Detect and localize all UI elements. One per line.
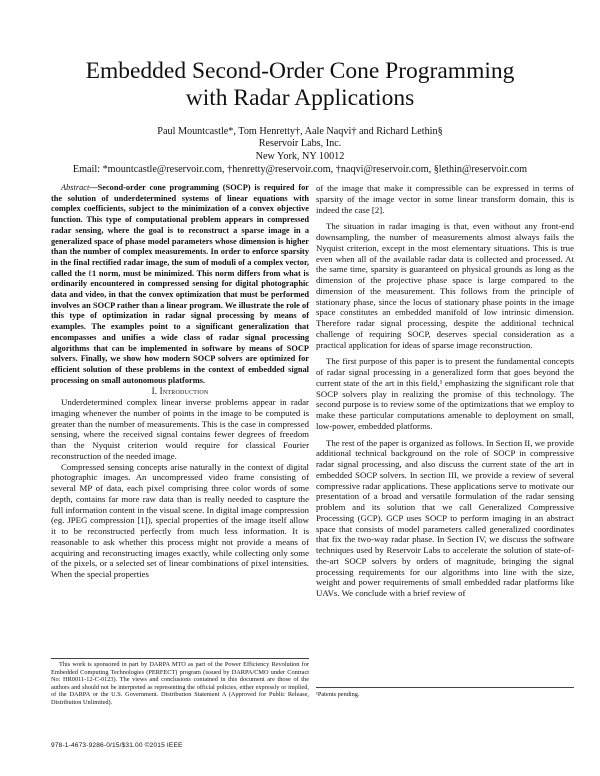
title-line-1: Embedded Second-Order Cone Programming [85,58,515,84]
copyright-line: 978-1-4673-9286-0/15/$31.00 ©2015 IEEE [51,742,183,749]
author-names: Paul Mountcastle*, Tom Henretty†, Aale Naqvi† and Richard Lethin§ [157,126,443,137]
intro-paragraph-3: of the image that make it compressible can be expressed in terms of sparsity of the image vector in some linear transform domain, this is indeed the case [2]. [316,183,574,215]
abstract [51,183,309,386]
left-column [51,183,309,580]
right-column [316,183,574,599]
abstract-label: Abstract [61,183,90,192]
author-block [0,126,600,177]
abstract-text: —Second-order cone programming (SOCP) is required for the solution of underdetermined systems of linear equations with complex coefficients, subject to the minimization of a convex objective function. This type of computational problem appears in compressed radar sensing, where the goal is to reconstruct a sparse image in a generalized space of phase model parameters whose dimension is higher than the number of complex measurements. In order to enforce sparsity in the final rectified radar image, the sum of moduli of a complex vector, called the ℓ1 norm, must be minimized. This norm differs from what is ordinarily encountered in compressed sensing for digital photographic data and video, in that the convex optimization that must be performed involves an SOCP rather than a linear program. We illustrate the role of this type of optimization in radar signal processing by means of examples. The examples point to a significant generalization that encompasses and unifies a wide class of radar signal processing algorithms that can be implemented in software by means of SOCP solvers. Finally, we show how modern SOCP solvers are optimized for efficient solution of these problems in the context of embedded signal processing on small autonomous platforms. [51,183,309,385]
address: New York, NY 10012 [255,150,345,162]
funding-footnote: This work is sponsored in part by DARPA MTO as part of the Power Efficiency Revolution for Embedded Computing Technologies (PERFECT) program (issued by DARPA/CMO under Contract No: HR0011-12-C-0123). The views and conclusions contained in this document are those of the authors and should not be interpreted as representing the official policies, either expressly or implied, of the DARPA or the U.S. Government. Distribution Statement A (Approved for Public Release, Distribution Unlimited). [51,661,309,706]
footnote-rule-left [51,658,309,659]
intro-paragraph-5: The first purpose of this paper is to present the fundamental concepts of radar signal processing in a generalized form that goes beyond the current state of the art in this field,¹ emphasizing the significant role that SOCP solvers play in realizing the promise of this technology. The second purpose is to review some of the optimizations that we employ to make these particular computations amenable to deployment on small, low-power, embedded platforms. [316,356,574,431]
section-heading-introduction: I. Introduction [151,386,209,397]
paper-title [0,58,600,112]
intro-paragraph-1: Underdetermined complex linear inverse problems appear in radar imaging whenever the number of points in the image to be computed is greater than the number of measurements. This is the case in compressed sensing, where the received signal contains fewer degrees of freedom than the Nyquist criterion would require for classical Fourier reconstruction of the needed image. [51,397,309,461]
footnote-rule-right [316,687,574,688]
affiliation: Reservoir Labs, Inc. [258,138,342,150]
intro-paragraph-2: Compressed sensing concepts arise naturally in the context of digital photographic images. An uncompressed video frame consisting of several MP of data, each pixel comprising three color words of some depth, contains far more raw data than is really needed to caspture the full information content in the visual scene. In digital image compression (eg. JPEG compression [1]), special properties of the image itself allow it to be reconstructed perfectly from much less information. It is reasonable to ask whether this process might not provide a means of acquiring and reconstructing images exactly, while collecting only some of the pixels, or a selected set of linear combinations of pixel intensities. When the special properties [51,461,309,580]
email-line: Email: *mountcastle@reservoir.com, †henretty@reservoir.com, †naqvi@reservoir.com, §lethin@reservoir.com [72,164,528,176]
patent-footnote: ¹Patents pending. [316,691,360,698]
title-line-2: with Radar Applications [185,85,415,111]
intro-paragraph-6: The rest of the paper is organized as follows. In Section II, we provide additional technical background on the role of SOCP in compressive radar signal processing, and also discuss the current state of the art in embedded SOCP solvers. In section III, we provide a review of several compressive radar applications. These applications serve to motivate our presentation of a broad and versatile formulation of the radar sensing problem and its solution that we call Generalized Compressive Processing (GCP). GCP uses SOCP to perform imaging in an abstract space that consists of model parameters called generalized coordinates that fix the two-way radar phase. In Section IV, we discuss the software techniques used by Reservoir Labs to accelerate the solution of state-of-the-art SOCP solvers by orders of magnitude, bringing the signal processing requirements for our algorithms into line with the size, weight and power requirements of small embedded radar platforms like UAVs. We conclude with a brief review of [316,437,574,598]
intro-paragraph-4: The situation in radar imaging is that, even without any front-end downsampling, the number of measurements almost always fails the Nyquist criterion, except in the most elementary situations. This is true even when all of the available radar data is collected and processed. At the same time, sparsity is guaranteed on physical grounds as long as the dimension of the projective phase space is large compared to the dimension of the measurement. This follows from the principle of stationary phase, since the locus of stationary phase points in the image space constitutes an embedded manifold of low intrinsic dimension. Therefore radar signal processing, despite the additional technical challenge of requiring SOCP, deserves special consideration as a practical application for ideas of sparse image reconstruction. [316,221,574,350]
